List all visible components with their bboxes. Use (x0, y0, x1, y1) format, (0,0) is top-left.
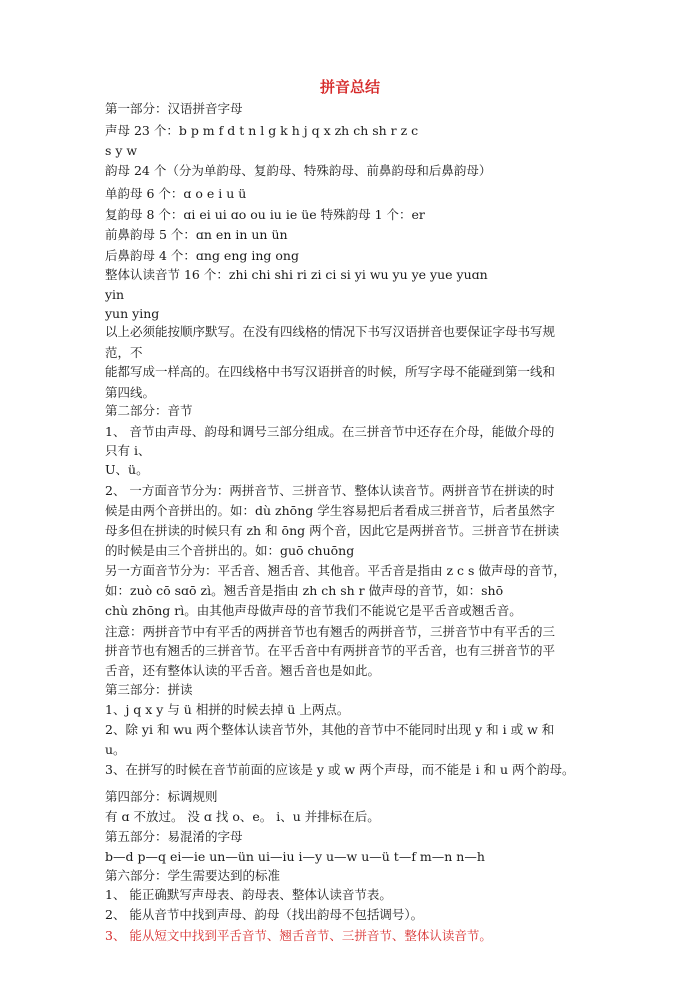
text-line: 1、j q x y 与 ü 相拼的时候去掉 ü 上两点。 (105, 702, 350, 717)
text-line: 第五部分：易混淆的字母 (105, 829, 243, 844)
text-line: 3、在拼写的时候在音节前面的应该是 y 或 w 两个声母，而不能是 i 和 u 两个韵母。 (105, 762, 575, 777)
text-line: 范，不 (105, 345, 143, 360)
text-line: 整体认读音节 16 个：zhi chi shi ri zi ci si yi wu yu ye yue yuɑn (105, 267, 488, 282)
text-line: 第一部分：汉语拼音字母 (105, 101, 243, 116)
text-line: U、ü。 (105, 462, 149, 477)
text-line: b—d p—q ei—ie un—ün ui—iu i—y u—w u—ü t—f m—n n—h (105, 849, 485, 864)
text-line: 3、 能从短文中找到平舌音节、翘舌音节、三拼音节、整体认读音节。 (105, 928, 492, 943)
text-line: 的时候是由三个音拼出的。如：guō chuōng (105, 543, 355, 558)
text-line: 韵母 24 个（分为单韵母、复韵母、特殊韵母、前鼻韵母和后鼻韵母） (105, 163, 492, 178)
text-line: 母多但在拼读的时候只有 zh 和 ōng 两个音，因此它是两拼音节。三拼音节在拼读 (105, 523, 560, 538)
text-line: 1、 音节由声母、韵母和调号三部分组成。在三拼音节中还存在介母，能做介母的 (105, 424, 555, 439)
text-line: 2、除 yi 和 wu 两个整体认读音节外，其他的音节中不能同时出现 y 和 i 或 w 和 (105, 722, 555, 737)
text-line: 复韵母 8 个：ɑi ei ui ɑo ou iu ie üe 特殊韵母 1 个：er (105, 207, 425, 222)
text-line: 如：zuò cō sɑō zì。翘舌音是指由 zh ch sh r 做声母的音节，如：shō (105, 583, 504, 598)
text-line: 拼音节也有翘舌的三拼音节。在平舌音中有两拼音节的平舌音，也有三拼音节的平 (105, 643, 556, 658)
text-line: 有 ɑ 不放过。 没 ɑ 找 o、e。 i、u 并排标在后。 (105, 809, 380, 824)
text-line: 第六部分：学生需要达到的标准 (105, 868, 281, 883)
text-line: 后鼻韵母 4 个：ɑng eng ing ong (105, 248, 299, 263)
text-line: 声母 23 个：b p m f d t n l g k h j q x zh ch sh r z c (105, 123, 419, 138)
text-line: 前鼻韵母 5 个：ɑn en in un ün (105, 227, 288, 242)
text-line: 单韵母 6 个：ɑ o e i u ü (105, 186, 247, 201)
text-line: 注意：两拼音节中有平舌的两拼音节也有翘舌的两拼音节，三拼音节中有平舌的三 (105, 624, 556, 639)
text-line: 第三部分：拼读 (105, 682, 193, 697)
text-line: 2、 能从音节中找到声母、韵母（找出韵母不包括调号）。 (105, 907, 424, 922)
text-line: yun ying (105, 306, 160, 321)
text-line: yin (105, 287, 125, 302)
text-line: 第四线。 (105, 385, 156, 400)
text-line: s y w (105, 143, 138, 158)
text-line: 舌音，还有整体认读的平舌音。翘舌音也是如此。 (105, 663, 381, 678)
text-line: 候是由两个音拼出的。如：dù zhōng 学生容易把后者看成三拼音节，后者虽然字 (105, 503, 555, 518)
text-line: 另一方面音节分为：平舌音、翘舌音、其他音。平舌音是指由 z c s 做声母的音节， (105, 563, 566, 578)
text-line: chù zhōng rì。由其他声母做声母的音节我们不能说它是平舌音或翘舌音。 (105, 603, 522, 618)
text-line: 2、 一方面音节分为：两拼音节、三拼音节、整体认读音节。两拼音节在拼读的时 (105, 483, 555, 498)
text-line: 1、 能正确默写声母表、韵母表、整体认读音节表。 (105, 887, 392, 902)
text-line: u。 (105, 742, 126, 757)
text-line: 以上必须能按顺序默写。在没有四线格的情况下书写汉语拼音也要保证字母书写规 (105, 324, 556, 339)
document-title: 拼音总结 (319, 78, 380, 96)
text-line: 第四部分：标调规则 (105, 789, 218, 804)
text-line: 第二部分：音节 (105, 403, 193, 418)
text-line: 只有 i、 (105, 443, 151, 458)
text-line: 能都写成一样高的。在四线格中书写汉语拼音的时候，所写字母不能碰到第一线和 (105, 364, 556, 379)
